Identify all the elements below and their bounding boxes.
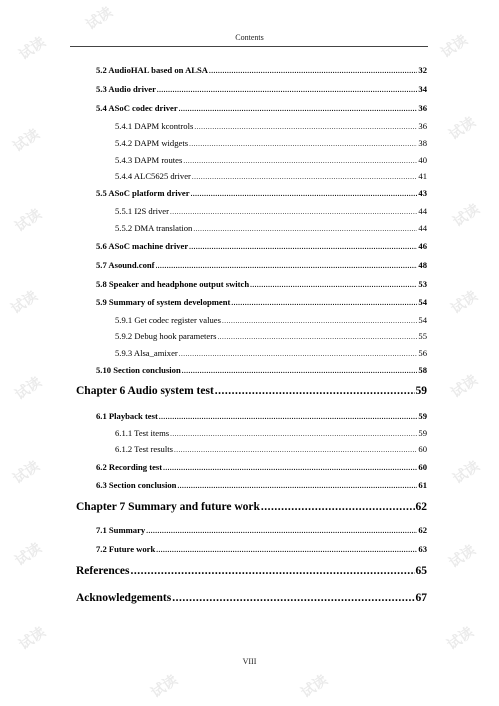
toc-entry-title: References — [76, 565, 130, 577]
dot-leader — [179, 105, 418, 113]
toc-entry-page: 62 — [418, 525, 427, 535]
toc-entry-title: 5.4 ASoC codec driver — [96, 103, 178, 113]
dot-leader — [189, 243, 417, 251]
dot-leader — [170, 208, 417, 216]
dot-leader — [163, 464, 417, 472]
toc-entry-title: 5.7 Asound.conf — [96, 260, 155, 270]
toc-entry-5-4-1[interactable] — [115, 121, 427, 131]
watermark: 试读 — [448, 372, 481, 402]
dot-leader — [156, 546, 417, 554]
watermark: 试读 — [450, 458, 483, 488]
toc-entry-title: 6.1.2 Test results — [115, 444, 173, 454]
watermark: 试读 — [16, 34, 49, 64]
watermark: 试读 — [8, 288, 41, 318]
toc-entry-7-1[interactable] — [96, 525, 427, 535]
toc-entry-title: 5.6 ASoC machine driver — [96, 241, 189, 251]
dot-leader — [130, 565, 414, 577]
watermark: 试读 — [448, 288, 481, 318]
dot-leader — [191, 190, 418, 198]
toc-entry-title: 7.1 Summary — [96, 525, 146, 535]
toc-entry-chapter-6[interactable] — [76, 385, 427, 397]
toc-entry-5-5[interactable] — [96, 188, 427, 198]
toc-entry-page: 38 — [418, 138, 427, 148]
dot-leader — [182, 367, 418, 375]
toc-entry-title: 5.5 ASoC platform driver — [96, 188, 190, 198]
dot-leader — [222, 317, 417, 325]
dot-leader — [170, 430, 417, 438]
toc-entry-5-3[interactable] — [96, 84, 427, 94]
toc-entry-page: 43 — [418, 188, 427, 198]
toc-entry-page: 63 — [418, 544, 427, 554]
dot-leader — [172, 592, 414, 604]
toc-entry-title: 6.1 Playback test — [96, 411, 158, 421]
toc-entry-title: 5.4.4 ALC5625 driver — [115, 171, 191, 181]
toc-entry-5-9-1[interactable] — [115, 315, 427, 325]
toc-entry-page: 58 — [418, 365, 427, 375]
toc-entry-5-6[interactable] — [96, 241, 427, 251]
toc-entry-page: 41 — [418, 171, 427, 181]
dot-leader — [159, 413, 418, 421]
toc-entry-title: 5.2 AudioHAL based on ALSA — [96, 65, 208, 75]
watermark: 试读 — [12, 374, 45, 404]
toc-entry-page: 60 — [418, 444, 427, 454]
toc-entry-chapter-7[interactable] — [76, 501, 427, 513]
toc-entry-title: 6.3 Section conclusion — [96, 480, 177, 490]
toc-entry-title: 5.4.1 DAPM kcontrols — [115, 121, 194, 131]
page-header: Contents — [235, 33, 264, 42]
toc-entry-title: 5.8 Speaker and headphone output switch — [96, 279, 250, 289]
toc-entry-title: 7.2 Future work — [96, 544, 156, 554]
dot-leader — [217, 333, 417, 341]
toc-entry-title: 5.4.2 DAPM widgets — [115, 138, 189, 148]
toc-entry-6-2[interactable] — [96, 462, 427, 472]
dot-leader — [215, 385, 415, 397]
toc-entry-acknowledgements[interactable] — [76, 592, 427, 604]
dot-leader — [209, 67, 417, 75]
toc-entry-page: 46 — [418, 241, 427, 251]
toc-entry-title: 5.9 Summary of system development — [96, 297, 231, 307]
watermark: 试读 — [148, 672, 181, 702]
watermark: 试读 — [438, 32, 471, 62]
page-number: VIII — [242, 657, 257, 666]
toc-entry-5-5-1[interactable] — [115, 206, 427, 216]
watermark: 试读 — [12, 540, 45, 570]
toc-entry-page: 59 — [418, 428, 427, 438]
watermark: 试读 — [12, 206, 45, 236]
dot-leader — [183, 157, 417, 165]
toc-entry-page: 61 — [418, 480, 427, 490]
dot-leader — [179, 350, 418, 358]
watermark: 试读 — [298, 672, 331, 702]
watermark: 试读 — [450, 201, 483, 231]
dot-leader — [157, 86, 417, 94]
toc-entry-references[interactable] — [76, 565, 427, 577]
toc-entry-5-9[interactable] — [96, 297, 427, 307]
watermark: 试读 — [83, 4, 116, 34]
watermark: 试读 — [10, 126, 43, 156]
watermark: 试读 — [10, 458, 43, 488]
dot-leader — [174, 446, 417, 454]
toc-entry-7-2[interactable] — [96, 544, 427, 554]
toc-entry-6-3[interactable] — [96, 480, 427, 490]
toc-entry-page: 48 — [418, 260, 427, 270]
dot-leader — [250, 281, 417, 289]
toc-entry-5-9-2[interactable] — [115, 331, 427, 341]
toc-entry-page: 62 — [415, 501, 427, 513]
dot-leader — [177, 482, 417, 490]
toc-entry-5-9-3[interactable] — [115, 348, 427, 358]
toc-entry-page: 65 — [415, 565, 427, 577]
dot-leader — [194, 123, 417, 131]
toc-entry-page: 44 — [418, 206, 427, 216]
toc-entry-title: Chapter 6 Audio system test — [76, 385, 214, 397]
toc-entry-page: 59 — [415, 385, 427, 397]
toc-entry-title: Acknowledgements — [76, 592, 172, 604]
toc-entry-5-4-3[interactable] — [115, 155, 427, 165]
toc-entry-5-4-2[interactable] — [115, 138, 427, 148]
toc-entry-page: 54 — [418, 315, 427, 325]
dot-leader — [189, 140, 417, 148]
toc-entry-page: 67 — [415, 592, 427, 604]
toc-entry-6-1-1[interactable] — [115, 428, 427, 438]
toc-entry-page: 53 — [418, 279, 427, 289]
toc-entry-5-4[interactable] — [96, 103, 427, 113]
dot-leader — [261, 501, 415, 513]
toc-entry-title: 5.5.2 DMA translation — [115, 223, 193, 233]
watermark: 试读 — [16, 624, 49, 654]
toc-entry-page: 59 — [418, 411, 427, 421]
toc-entry-page: 55 — [418, 331, 427, 341]
toc-entry-5-5-2[interactable] — [115, 223, 427, 233]
toc-entry-5-7[interactable] — [96, 260, 427, 270]
dot-leader — [192, 173, 418, 181]
toc-entry-5-2[interactable] — [96, 65, 427, 75]
toc-entry-page: 54 — [418, 297, 427, 307]
toc-entry-page: 44 — [418, 223, 427, 233]
toc-entry-page: 56 — [418, 348, 427, 358]
toc-entry-page: 60 — [418, 462, 427, 472]
toc-entry-page: 40 — [418, 155, 427, 165]
dot-leader — [231, 299, 417, 307]
toc-entry-6-1[interactable] — [96, 411, 427, 421]
toc-entry-title: 5.9.2 Debug hook parameters — [115, 331, 217, 341]
toc-entry-title: 5.5.1 I2S driver — [115, 206, 169, 216]
dot-leader — [146, 527, 417, 535]
toc-entry-page: 32 — [418, 65, 427, 75]
watermark: 试读 — [446, 114, 479, 144]
toc-entry-title: 5.10 Section conclusion — [96, 365, 181, 375]
dot-leader — [193, 225, 417, 233]
toc-entry-title: 5.3 Audio driver — [96, 84, 156, 94]
toc-entry-6-1-2[interactable] — [115, 444, 427, 454]
toc-entry-page: 36 — [418, 121, 427, 131]
toc-entry-title: 6.1.1 Test items — [115, 428, 170, 438]
toc-entry-5-4-4[interactable] — [115, 171, 427, 181]
dot-leader — [156, 262, 418, 270]
watermark: 试读 — [444, 624, 477, 654]
toc-entry-page: 34 — [418, 84, 427, 94]
toc-entry-title: 5.9.3 Alsa_amixer — [115, 348, 178, 358]
toc-entry-title: 6.2 Recording test — [96, 462, 163, 472]
toc-entry-5-10[interactable] — [96, 365, 427, 375]
toc-entry-title: 5.4.3 DAPM routes — [115, 155, 183, 165]
watermark: 试读 — [446, 542, 479, 572]
toc-entry-title: Chapter 7 Summary and future work — [76, 501, 260, 513]
toc-entry-page: 36 — [418, 103, 427, 113]
toc-entry-title: 5.9.1 Get codec register values — [115, 315, 221, 325]
toc-entry-5-8[interactable] — [96, 279, 427, 289]
